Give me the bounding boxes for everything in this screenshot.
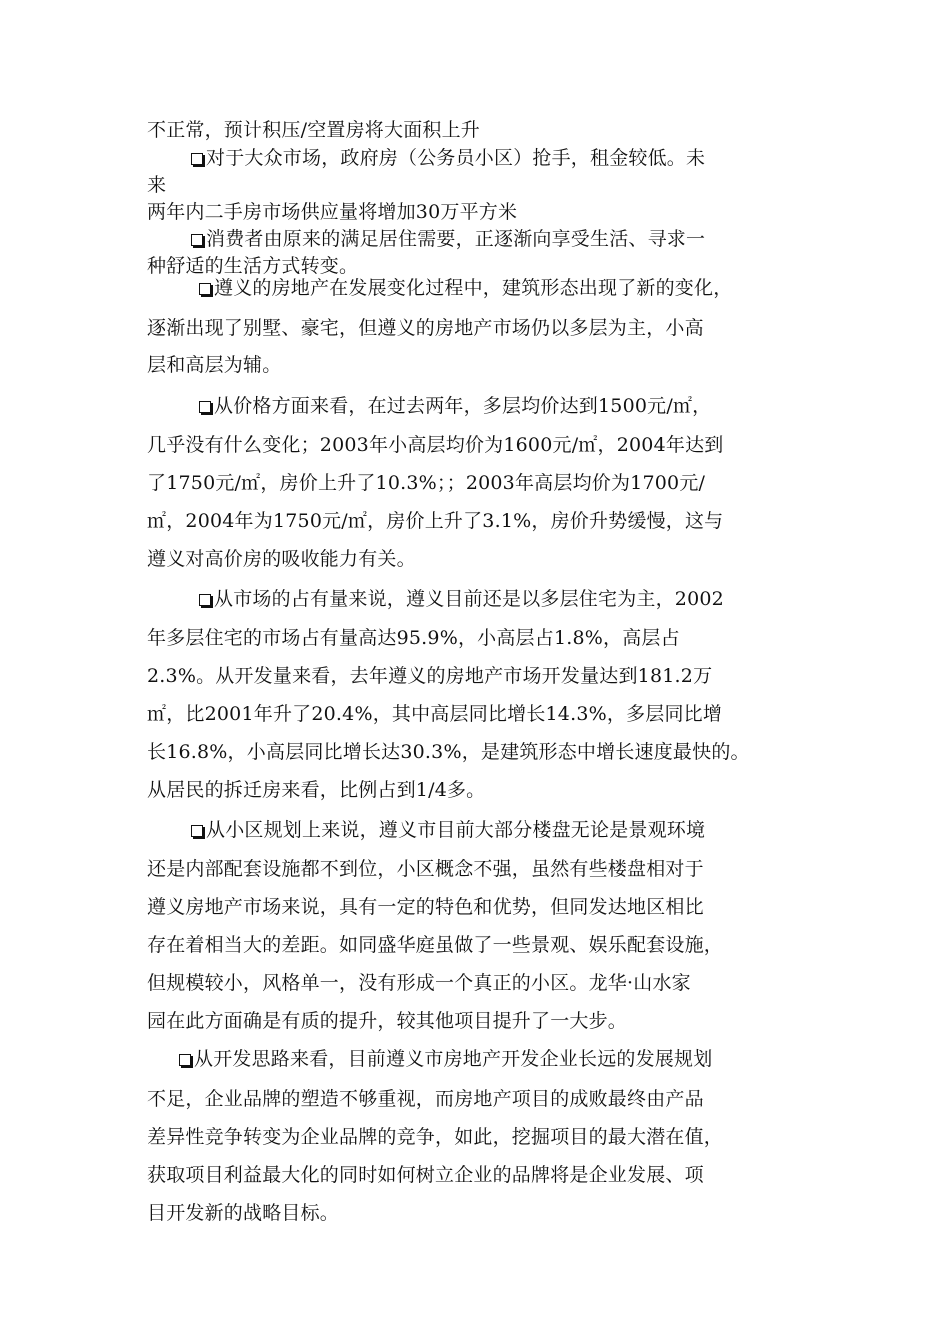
text-line: 种舒适的生活方式转变。 [147, 255, 359, 277]
text-line: 目开发新的战略目标。 [147, 1202, 340, 1224]
text-line: 获取项目利益最大化的同时如何树立企业的品牌将是企业发展、项 [147, 1164, 704, 1186]
text-line: 不足，企业品牌的塑造不够重视，而房地产项目的成败最终由产品 [147, 1088, 704, 1110]
text-line: 几乎没有什么变化；2003年小高层均价为1600元/㎡，2004年达到 [147, 434, 724, 456]
text-line: ㎡，2004年为1750元/㎡，房价上升了3.1%，房价升势缓慢，这与 [147, 510, 724, 532]
text-line: 来 [147, 174, 167, 196]
text-line: 遵义对高价房的吸收能力有关。 [147, 548, 416, 570]
text-line: 从居民的拆迁房来看，比例占到1/4多。 [147, 779, 486, 801]
text-line: 长16.8%，小高层同比增长达30.3%，是建筑形态中增长速度最快的。 [147, 741, 750, 763]
text-line: 还是内部配套设施都不到位，小区概念不强，虽然有些楼盘相对于 [147, 858, 704, 880]
text-line: 2.3%。从开发量来看，去年遵义的房地产市场开发量达到181.2万 [147, 665, 713, 687]
text-line: 逐渐出现了别墅、豪宅，但遵义的房地产市场仍以多层为主，小高 [147, 317, 704, 339]
checkbox-bullet-icon [191, 234, 203, 246]
text-line: 层和高层为辅。 [147, 354, 282, 376]
text-line: 遵义房地产市场来说，具有一定的特色和优势，但同发达地区相比 [147, 896, 704, 918]
checkbox-bullet-icon [191, 153, 203, 165]
text-line: 不正常，预计积压/空置房将大面积上升 [147, 119, 481, 141]
bullet-line: 对于大众市场，政府房（公务员小区）抢手，租金较低。未 [191, 146, 705, 170]
checkbox-bullet-icon [179, 1054, 191, 1066]
text-line: 两年内二手房市场供应量将增加30万平方米 [147, 201, 518, 223]
checkbox-bullet-icon [199, 401, 211, 413]
text-line: 园在此方面确是有质的提升，较其他项目提升了一大步。 [147, 1010, 628, 1032]
bullet-line: 遵义的房地产在发展变化过程中，建筑形态出现了新的变化， [199, 276, 732, 300]
bullet-line: 从市场的占有量来说，遵义目前还是以多层住宅为主，2002 [199, 587, 724, 611]
text-line: 了1750元/㎡，房价上升了10.3%；；2003年高层均价为1700元/ [147, 472, 706, 494]
text-line: 存在着相当大的差距。如同盛华庭虽做了一些景观、娱乐配套设施， [147, 934, 724, 956]
text-line: 年多层住宅的市场占有量高达95.9%，小高层占1.8%，高层占 [147, 627, 680, 649]
bullet-line: 从小区规划上来说，遵义市目前大部分楼盘无论是景观环境 [191, 818, 705, 842]
text-line: 差异性竞争转变为企业品牌的竞争，如此，挖掘项目的最大潜在值， [147, 1126, 724, 1148]
checkbox-bullet-icon [191, 825, 203, 837]
bullet-line: 消费者由原来的满足居住需要，正逐渐向享受生活、寻求一 [191, 227, 705, 251]
text-line: 但规模较小，风格单一，没有形成一个真正的小区。龙华·山水家 [147, 972, 691, 994]
checkbox-bullet-icon [199, 283, 211, 295]
text-line: ㎡，比2001年升了20.4%，其中高层同比增长14.3%，多层同比增 [147, 703, 723, 725]
checkbox-bullet-icon [199, 594, 211, 606]
bullet-line: 从价格方面来看，在过去两年，多层均价达到1500元/㎡， [199, 394, 711, 418]
bullet-line: 从开发思路来看，目前遵义市房地产开发企业长远的发展规划 [179, 1047, 712, 1071]
